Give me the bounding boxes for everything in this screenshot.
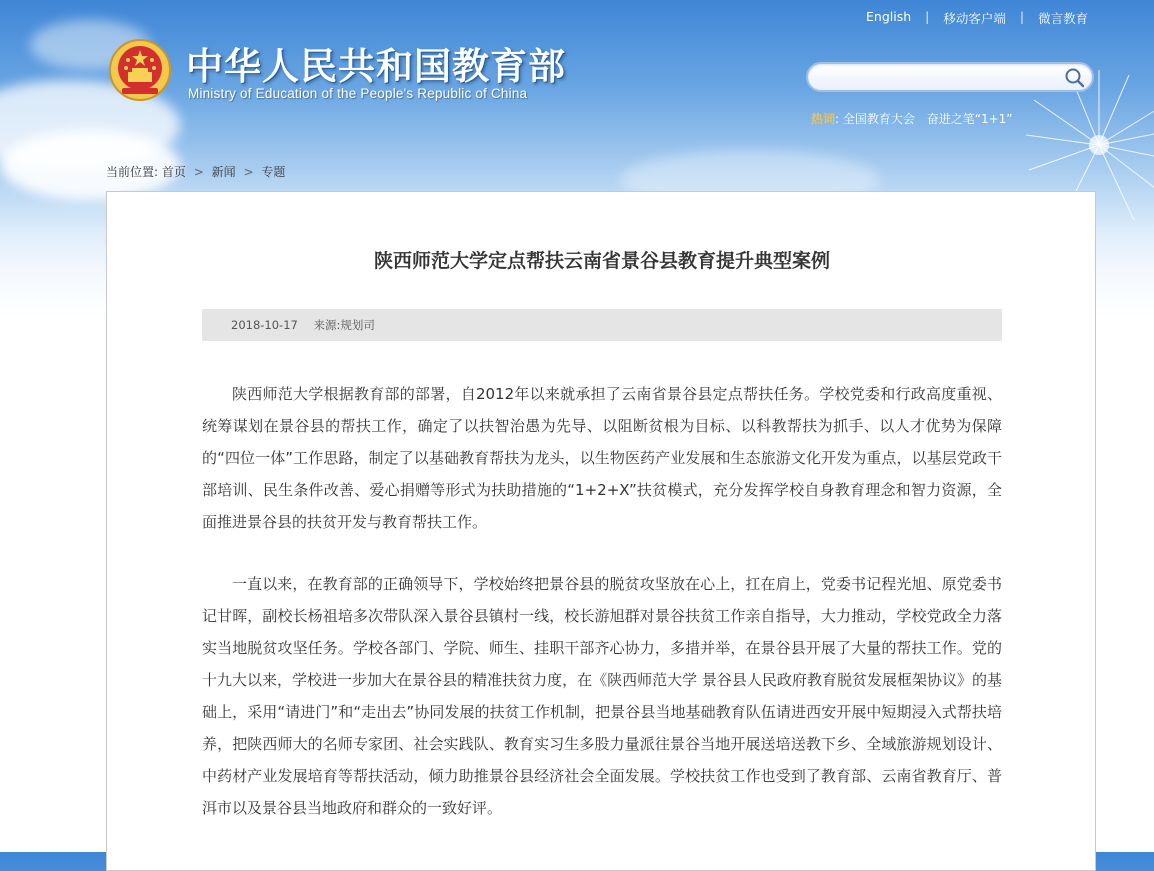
separator: | xyxy=(1019,9,1025,24)
hot-words xyxy=(811,110,1021,127)
separator: | xyxy=(925,9,930,24)
article-paragraph: 陕西师范大学根据教育部的部署，自2012年以来就承担了云南省景谷县定点帮扶任务。学校党委和行政高度重视、统筹谋划在景谷县的帮扶工作，确定了以扶智治愚为先导、以阻断贫根为目标、以科教帮扶为抓手、以人才优势为保障的“四位一体”工作思路，制定了以基础教育帮扶为龙头，以生物医药产业发展和生态旅游文化开发为重点，以基层党政干部培训、民生条件改善、爱心捐赠等形式为扶助措施的“1+2+X”扶贫模式，充分发挥学校自身教育理念和智力资源，全面推进景谷县的扶贫开发与教育帮扶工作。 xyxy=(202,385,1002,531)
article-source: 来源:规划司 xyxy=(313,318,375,332)
breadcrumb-news[interactable]: 新闻 xyxy=(211,165,236,179)
site-subtitle: Ministry of Education of the People's Republic of China xyxy=(188,86,528,101)
article-meta xyxy=(202,309,1002,341)
link-mobile-client[interactable]: 移动客户端 xyxy=(943,11,1006,26)
chevron-right-icon: > xyxy=(243,165,254,179)
search-box xyxy=(806,62,1094,92)
breadcrumb-prefix: 当前位置: xyxy=(106,165,159,179)
hot-words-colon: : xyxy=(835,112,840,126)
search-input[interactable] xyxy=(818,68,1062,88)
breadcrumb-home[interactable]: 首页 xyxy=(161,165,186,179)
national-emblem-icon xyxy=(108,38,172,102)
link-weiyan[interactable]: 微言教育 xyxy=(1038,11,1089,26)
article-body xyxy=(202,378,1002,854)
site-title: 中华人民共和国教育部 xyxy=(186,45,566,88)
search-icon[interactable] xyxy=(1064,67,1086,89)
hot-word-link[interactable]: 奋进之笔“1+1” xyxy=(926,112,1013,126)
chevron-right-icon: > xyxy=(193,165,204,179)
hot-word-link[interactable]: 全国教育大会 xyxy=(842,112,915,126)
article-paragraph: 一直以来，在教育部的正确领导下，学校始终把景谷县的脱贫攻坚放在心上，扛在肩上，党委书记程光旭、原党委书记甘晖，副校长杨祖培多次带队深入景谷县镇村一线，校长游旭群对景谷扶贫工作亲自指导，大力推动，学校党政全力落实当地脱贫攻坚任务。学校各部门、学院、师生、挂职干部齐心协力，多措并举，在景谷县开展了大量的帮扶工作。党的十九大以来，学校进一步加大在景谷县的精准扶贫力度，在《陕西师范大学 景谷县人民政府教育脱贫发展框架协议》的基础上，采用“请进门”和“走出去”协同发展的扶贫工作机制，把景谷县当地基础教育队伍请进西安开展中短期浸入式帮扶培养，把陕西师大的名师专家团、社会实践队、教育实习生多股力量派往景谷当地开展送培送教下乡、全域旅游规划设计、中药材产业发展培育等帮扶活动，倾力助推景谷县经济社会全面发展。学校扶贫工作也受到了教育部、云南省教育厅、普洱市以及景谷县当地政府和群众的一致好评。 xyxy=(202,575,1002,817)
breadcrumb-topic[interactable]: 专题 xyxy=(261,165,286,179)
article-title: 陕西师范大学定点帮扶云南省景谷县教育提升典型案例 xyxy=(373,250,830,272)
hot-words-label: 热词 xyxy=(811,112,836,126)
link-english[interactable]: English xyxy=(866,9,912,24)
article-date: 2018-10-17 xyxy=(231,318,298,332)
breadcrumb xyxy=(106,163,285,180)
article-panel xyxy=(106,191,1096,871)
top-links xyxy=(866,9,1088,27)
